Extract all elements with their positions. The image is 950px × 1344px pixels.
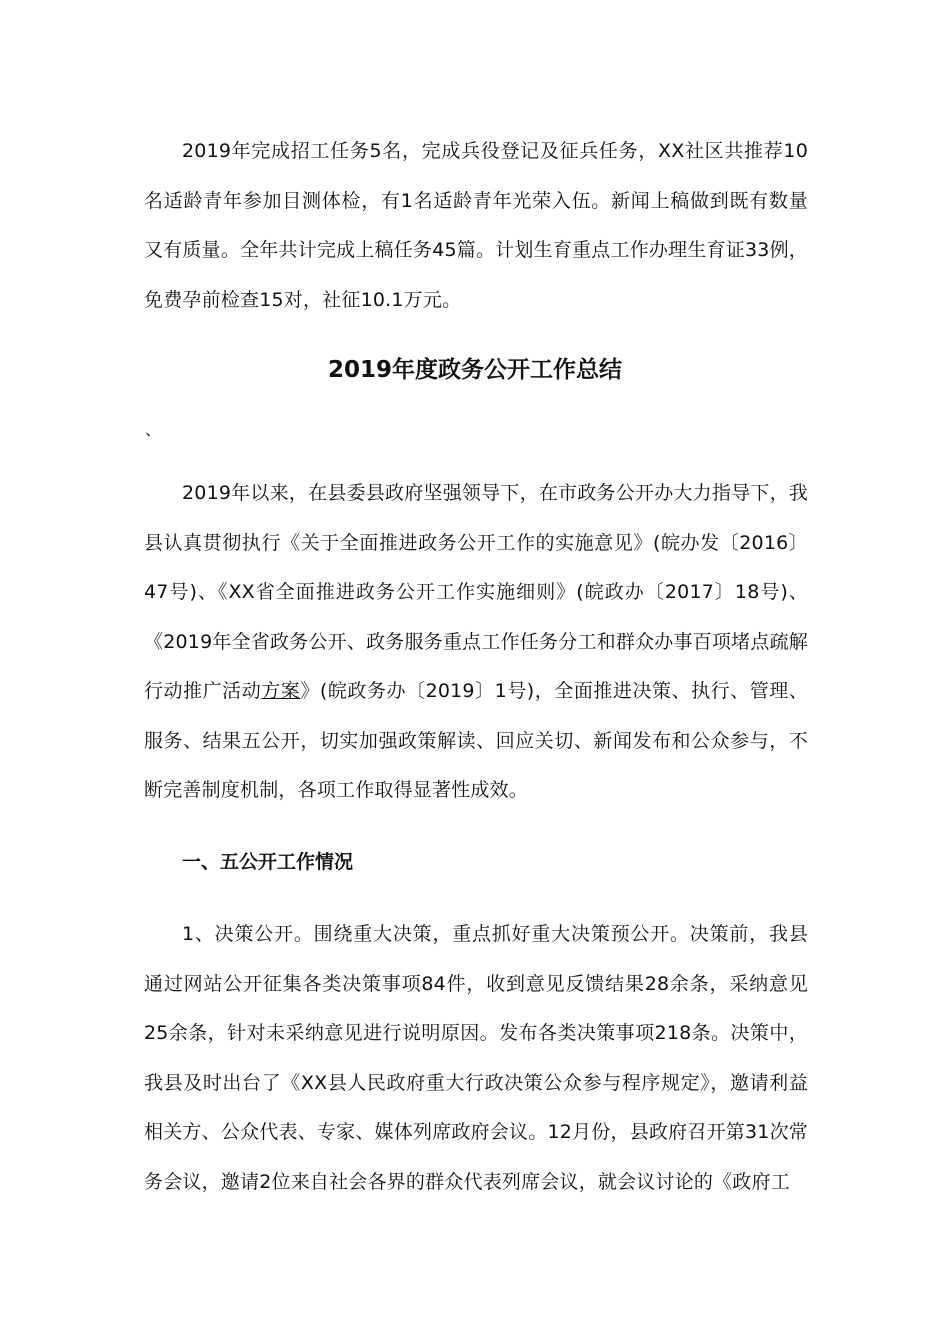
paragraph-introduction [144,469,808,816]
paragraph-decision-disclosure: 1、决策公开。围绕重大决策，重点抓好重大决策预公开。决策前，我县通过网站公开征集各类决策事项84件，收到意见反馈结果28余条，采纳意见25余条，针对未采纳意见进行说明原因。发布各类决策事项218条。决策中，我县及时出台了《XX县人民政府重大行政决策公众参与程序规定》，邀请利益相关方、公众代表、专家、媒体列席政府会议。12月份，县政府召开第31次常务会议，邀请2位来自社会各界的群众代表列席会议，就会议讨论的《政府工 [144,923,808,1193]
introduction-text-part-2: 》(皖政务办〔2019〕1号)，全面推进决策、执行、管理、服务、结果五公开，切实加强政策解读、回应关切、新闻发布和公众参与，不断完善制度机制，各项工作取得显著性成效。 [144,680,808,801]
section-heading: 一、五公开工作情况 [182,851,354,873]
introduction-underlined-word: 方案 [261,680,301,702]
document-title: 2019年度政务公开工作总结 [327,357,622,383]
introduction-text-part-1: 2019年以来，在县委县政府坚强领导下，在市政务公开办大力指导下，我县认真贯彻执行《关于全面推进政务公开工作的实施意见》(皖办发〔2016〕47号)、《XX省全面推进政务公开工作实施细则》(皖政办〔2017〕18号)、《2019年全省政务公开、政务服务重点工作任务分工和群众办事百项堵点疏解行动推广活动 [144,482,808,702]
paragraph-recruitment-summary: 2019年完成招工任务5名，完成兵役登记及征兵任务，XX社区共推荐10名适龄青年参加目测体检，有1名适龄青年光荣入伍。新闻上稿做到既有数量又有质量。全年共计完成上稿任务45篇。计划生育重点工作办理生育证33例，免费孕前检查15对，社征10.1万元。 [144,140,808,311]
stray-punctuation-mark: 、 [145,420,162,439]
